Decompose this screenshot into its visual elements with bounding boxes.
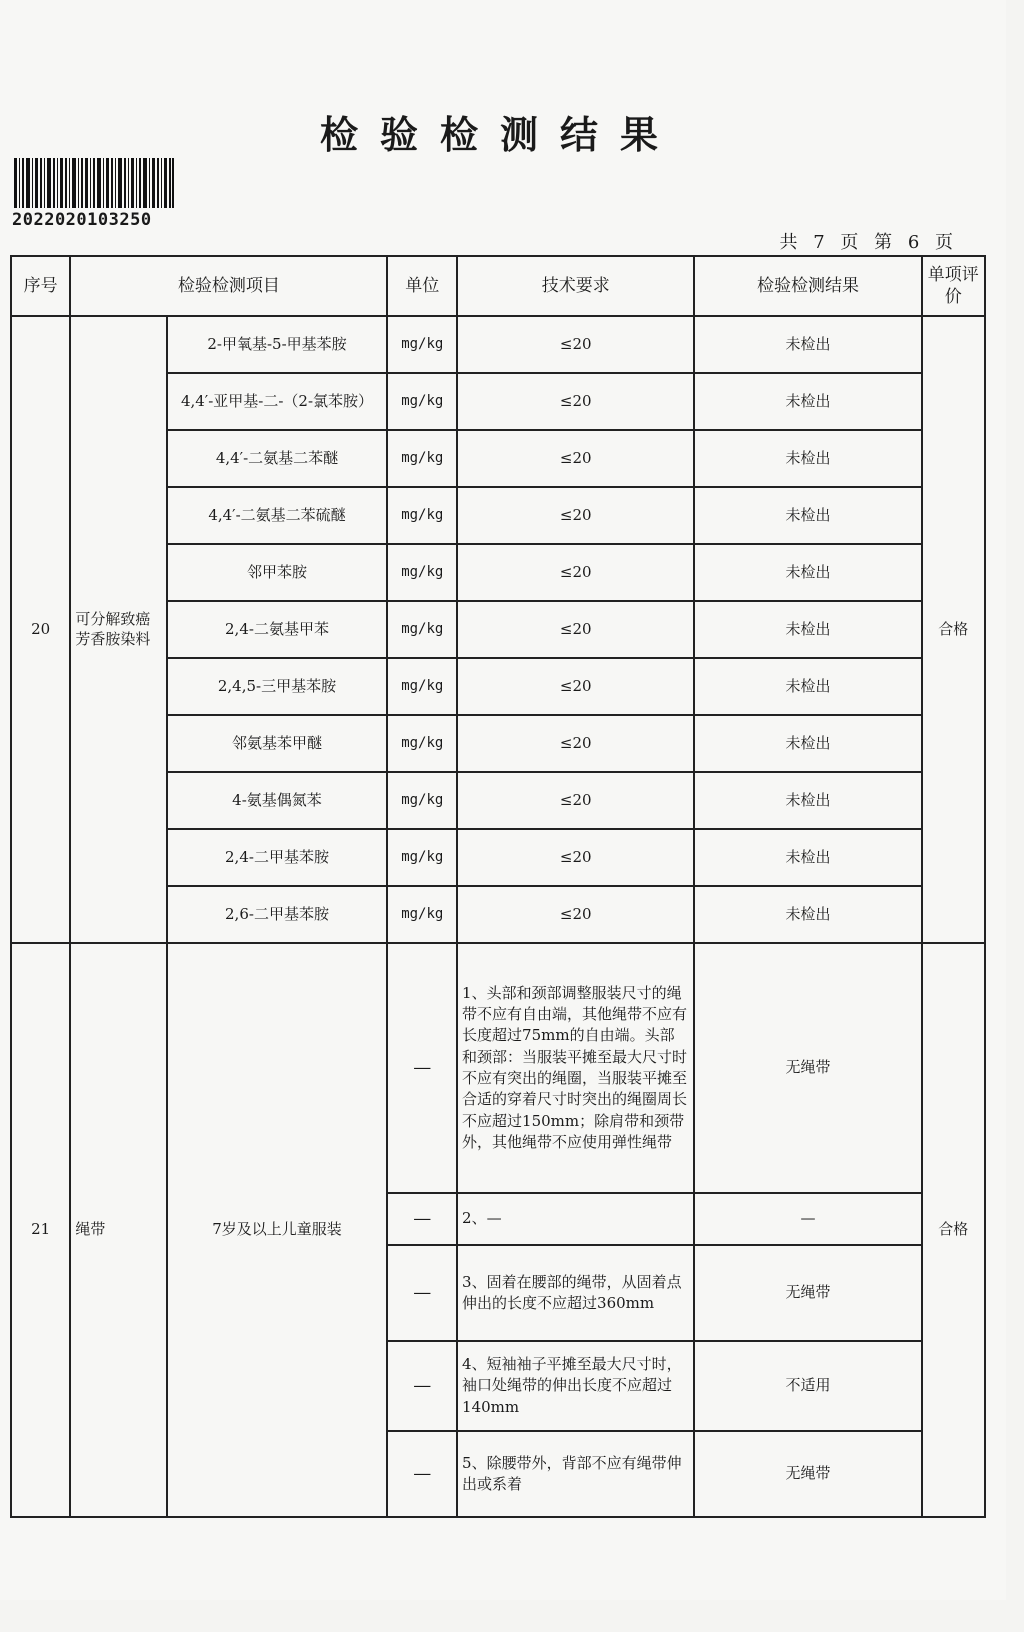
- unit-cell: —: [387, 1245, 457, 1341]
- result-cell: 未检出: [694, 373, 921, 430]
- requirement-cell: ≤20: [457, 487, 694, 544]
- item-cell: 2,4-二氨基甲苯: [167, 601, 388, 658]
- unit-cell: mg/kg: [387, 373, 457, 430]
- category-cell: 可分解致癌芳香胺染料: [70, 316, 166, 943]
- unit-cell: mg/kg: [387, 715, 457, 772]
- unit-cell: mg/kg: [387, 487, 457, 544]
- unit-cell: —: [387, 1431, 457, 1517]
- item-cell: 邻氨基苯甲醚: [167, 715, 388, 772]
- result-cell: 无绳带: [694, 1431, 921, 1517]
- item-cell: 2,4,5-三甲基苯胺: [167, 658, 388, 715]
- table-header-row: [11, 256, 985, 316]
- table-row: [11, 316, 985, 373]
- item-cell: 4-氨基偶氮苯: [167, 772, 388, 829]
- unit-cell: mg/kg: [387, 544, 457, 601]
- requirement-cell: 2、—: [457, 1193, 694, 1245]
- result-cell: 未检出: [694, 544, 921, 601]
- unit-cell: —: [387, 943, 457, 1193]
- unit-cell: mg/kg: [387, 658, 457, 715]
- result-cell: 未检出: [694, 829, 921, 886]
- page-title: 检验检测结果: [319, 113, 680, 157]
- requirement-cell: ≤20: [457, 715, 694, 772]
- group-21-body: [11, 943, 985, 1517]
- item-cell: 邻甲苯胺: [167, 544, 388, 601]
- requirement-cell: 5、除腰带外，背部不应有绳带伸出或系着: [457, 1431, 694, 1517]
- result-cell: 不适用: [694, 1341, 921, 1431]
- unit-cell: mg/kg: [387, 601, 457, 658]
- result-cell: 未检出: [694, 601, 921, 658]
- results-table: [10, 255, 986, 1518]
- result-cell: 无绳带: [694, 943, 921, 1193]
- item-cell: 2,4-二甲基苯胺: [167, 829, 388, 886]
- result-cell: 未检出: [694, 430, 921, 487]
- barcode-number: 2022020103250: [12, 210, 152, 230]
- result-cell: —: [694, 1193, 921, 1245]
- page-info: 共 7 页 第 6 页: [779, 232, 958, 253]
- header-item: 检验检测项目: [70, 256, 387, 316]
- header-seq: 序号: [11, 256, 70, 316]
- requirement-cell: ≤20: [457, 430, 694, 487]
- barcode-image: [14, 158, 174, 208]
- requirement-cell: 3、固着在腰部的绳带，从固着点伸出的长度不应超过360mm: [457, 1245, 694, 1341]
- result-cell: 无绳带: [694, 1245, 921, 1341]
- requirement-cell: ≤20: [457, 316, 694, 373]
- result-cell: 未检出: [694, 886, 921, 943]
- requirement-cell: 4、短袖袖子平摊至最大尺寸时，袖口处绳带的伸出长度不应超过140mm: [457, 1341, 694, 1431]
- requirement-cell: ≤20: [457, 658, 694, 715]
- group-20-body: [11, 316, 985, 943]
- evaluation-cell: 合格: [922, 316, 985, 943]
- header-requirement: 技术要求: [457, 256, 694, 316]
- seq-cell: 21: [11, 943, 70, 1517]
- header-result: 检验检测结果: [694, 256, 921, 316]
- unit-cell: —: [387, 1341, 457, 1431]
- requirement-cell: ≤20: [457, 829, 694, 886]
- header-unit: 单位: [387, 256, 457, 316]
- table-row: [11, 943, 985, 1193]
- result-cell: 未检出: [694, 487, 921, 544]
- requirement-cell: ≤20: [457, 886, 694, 943]
- unit-cell: mg/kg: [387, 886, 457, 943]
- seq-cell: 20: [11, 316, 70, 943]
- result-cell: 未检出: [694, 658, 921, 715]
- unit-cell: mg/kg: [387, 772, 457, 829]
- requirement-cell: ≤20: [457, 373, 694, 430]
- requirement-cell: 1、头部和颈部调整服装尺寸的绳带不应有自由端，其他绳带不应有长度超过75mm的自由端。头部和颈部：当服装平摊至最大尺寸时不应有突出的绳圈，当服装平摊至合适的穿着尺寸时突出的绳圈周长不应超过150mm；除肩带和颈带外，其他绳带不应使用弹性绳带: [457, 943, 694, 1193]
- requirement-cell: ≤20: [457, 772, 694, 829]
- header-evaluation: 单项评价: [922, 256, 985, 316]
- result-cell: 未检出: [694, 715, 921, 772]
- result-cell: 未检出: [694, 316, 921, 373]
- item-cell: 4,4′-二氨基二苯醚: [167, 430, 388, 487]
- item-cell: 2-甲氧基-5-甲基苯胺: [167, 316, 388, 373]
- unit-cell: mg/kg: [387, 316, 457, 373]
- unit-cell: mg/kg: [387, 430, 457, 487]
- category-cell: 绳带: [70, 943, 166, 1517]
- unit-cell: mg/kg: [387, 829, 457, 886]
- unit-cell: —: [387, 1193, 457, 1245]
- requirement-cell: ≤20: [457, 544, 694, 601]
- requirement-cell: ≤20: [457, 601, 694, 658]
- result-cell: 未检出: [694, 772, 921, 829]
- item-cell: 2,6-二甲基苯胺: [167, 886, 388, 943]
- item-cell: 4,4′-二氨基二苯硫醚: [167, 487, 388, 544]
- subitem-cell: 7岁及以上儿童服装: [167, 943, 388, 1517]
- evaluation-cell: 合格: [922, 943, 985, 1517]
- item-cell: 4,4′-亚甲基-二-（2-氯苯胺）: [167, 373, 388, 430]
